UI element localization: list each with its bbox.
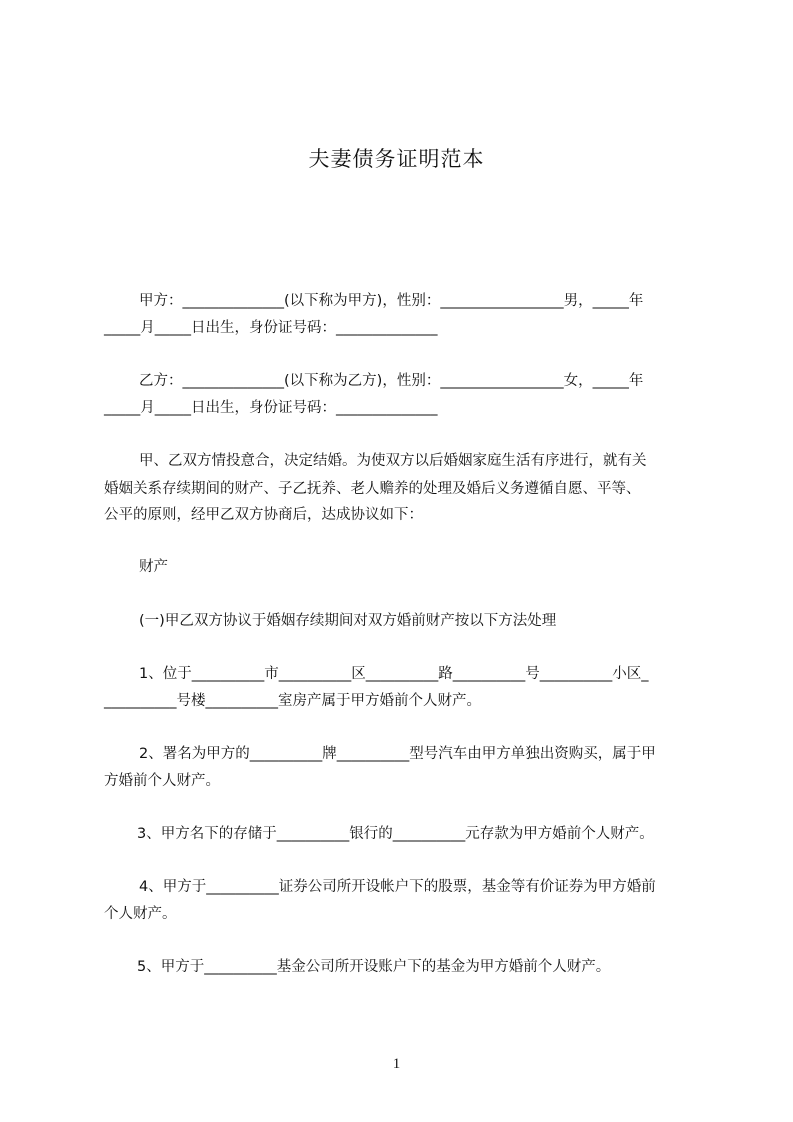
item-2-line-1: 2、署名为甲方的__________牌__________型号汽车由甲方单独出资购买，属于甲 [139, 746, 656, 762]
party-a-line-2: _____月_____日出生，身份证号码：______________ [104, 320, 438, 336]
item-2-line-2: 方婚前个人财产。 [104, 773, 220, 789]
item-1-line-1: 1、位于__________市__________区__________路__________号__________小区_ [139, 666, 649, 682]
section-heading: 财产 [139, 559, 168, 575]
item-3-line-1: 3、甲方名下的存储于__________银行的__________元存款为甲方婚前个人财产。 [137, 826, 654, 842]
page-number: 1 [392, 1056, 401, 1072]
intro-line-3: 公平的原则，经甲乙双方协商后，达成协议如下： [104, 507, 423, 523]
item-1-line-2: __________号楼__________室房产属于甲方婚前个人财产。 [104, 693, 481, 709]
intro-line-1: 甲、乙双方情投意合，决定结婚。为使双方以后婚姻家庭生活有序进行，就有关 [139, 453, 647, 469]
party-b-line-2: _____月_____日出生，身份证号码：______________ [104, 400, 438, 416]
document-title: 夫妻债务证明范本 [308, 147, 485, 171]
intro-line-2: 婚姻关系存续期间的财产、子乙抚养、老人赡养的处理及婚后义务遵循自愿、平等、 [104, 481, 641, 497]
party-a-line-1: 甲方：______________(以下称为甲方)，性别：_________________男，_____年 [139, 293, 644, 309]
subsection-heading: (一)甲乙双方协议于婚姻存续期间对双方婚前财产按以下方法处理 [139, 613, 557, 629]
party-b-line-1: 乙方：______________(以下称为乙方)，性别：_________________女，_____年 [139, 373, 644, 389]
item-5-line-1: 5、甲方于__________基金公司所开设账户下的基金为甲方婚前个人财产。 [137, 959, 611, 975]
item-4-line-1: 4、甲方于__________证券公司所开设帐户下的股票，基金等有价证券为甲方婚前 [139, 879, 656, 895]
item-4-line-2: 个人财产。 [104, 906, 177, 922]
